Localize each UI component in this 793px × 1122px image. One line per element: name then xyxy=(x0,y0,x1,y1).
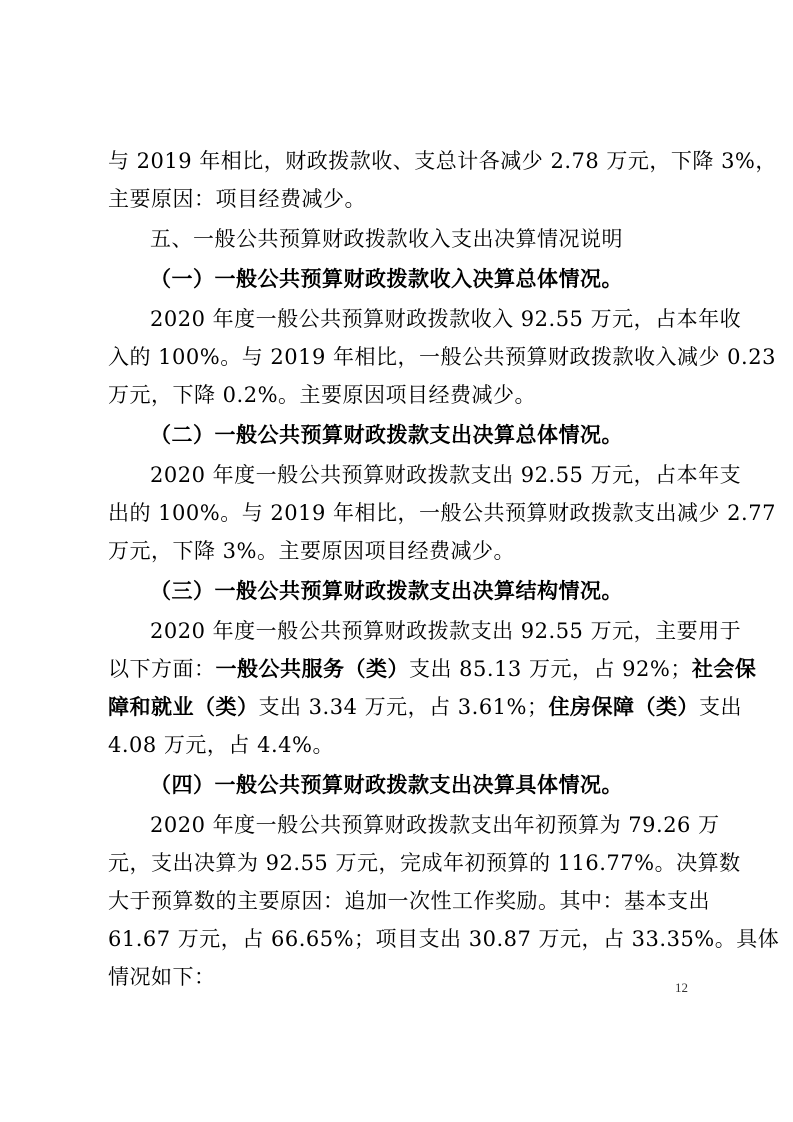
page-number: 12 xyxy=(675,980,688,995)
paragraph-line: 与 2019 年相比，财政拨款收、支总计各减少 2.78 万元，下降 3%， xyxy=(108,149,777,173)
text-run: 支出 xyxy=(699,695,742,719)
text-run: 以下方面： xyxy=(108,657,216,681)
subsection-heading: （一）一般公共预算财政拨款收入决算总体情况。 xyxy=(150,266,623,291)
paragraph-line: 主要原因：项目经费减少。 xyxy=(108,187,366,211)
subsection-heading: （三）一般公共预算财政拨款支出决算结构情况。 xyxy=(150,578,623,603)
paragraph-line: 2020 年度一般公共预算财政拨款收入 92.55 万元，占本年收 xyxy=(150,307,742,331)
subsection-heading: （二）一般公共预算财政拨款支出决算总体情况。 xyxy=(150,422,623,447)
paragraph-line: 4.08 万元，占 4.4%。 xyxy=(108,733,334,757)
paragraph-line: 情况如下： xyxy=(108,965,216,989)
paragraph-line: 出的 100%。与 2019 年相比，一般公共预算财政拨款支出减少 2.77 xyxy=(108,501,776,525)
text-run: 支出 85.13 万元，占 92%； xyxy=(409,657,692,681)
category-label: 社会保 xyxy=(691,656,757,681)
category-label: 障和就业（类） xyxy=(108,694,259,719)
paragraph-line: 大于预算数的主要原因：追加一次性工作奖励。其中：基本支出 xyxy=(108,889,710,913)
paragraph-line: 2020 年度一般公共预算财政拨款支出 92.55 万元，占本年支 xyxy=(150,463,742,487)
section-heading: 五、一般公共预算财政拨款收入支出决算情况说明 xyxy=(150,227,623,251)
paragraph-line: 万元，下降 0.2%。主要原因项目经费减少。 xyxy=(108,383,537,407)
paragraph-line: 万元，下降 3%。主要原因项目经费减少。 xyxy=(108,539,515,563)
category-label: 一般公共服务（类） xyxy=(215,656,409,681)
text-run: 支出 3.34 万元，占 3.61%； xyxy=(258,695,549,719)
paragraph-line: 2020 年度一般公共预算财政拨款支出 92.55 万元，主要用于 xyxy=(150,619,742,643)
subsection-heading: （四）一般公共预算财政拨款支出决算具体情况。 xyxy=(150,772,623,797)
paragraph-line: 61.67 万元，占 66.65%；项目支出 30.87 万元，占 33.35%。具体 xyxy=(108,927,780,951)
category-label: 住房保障（类） xyxy=(548,694,699,719)
paragraph-line xyxy=(108,654,757,684)
paragraph-line: 2020 年度一般公共预算财政拨款支出年初预算为 79.26 万 xyxy=(150,813,720,837)
paragraph-line: 元，支出决算为 92.55 万元，完成年初预算的 116.77%。决算数 xyxy=(108,851,741,875)
paragraph-line xyxy=(108,692,742,722)
paragraph-line: 入的 100%。与 2019 年相比，一般公共预算财政拨款收入减少 0.23 xyxy=(108,345,776,369)
